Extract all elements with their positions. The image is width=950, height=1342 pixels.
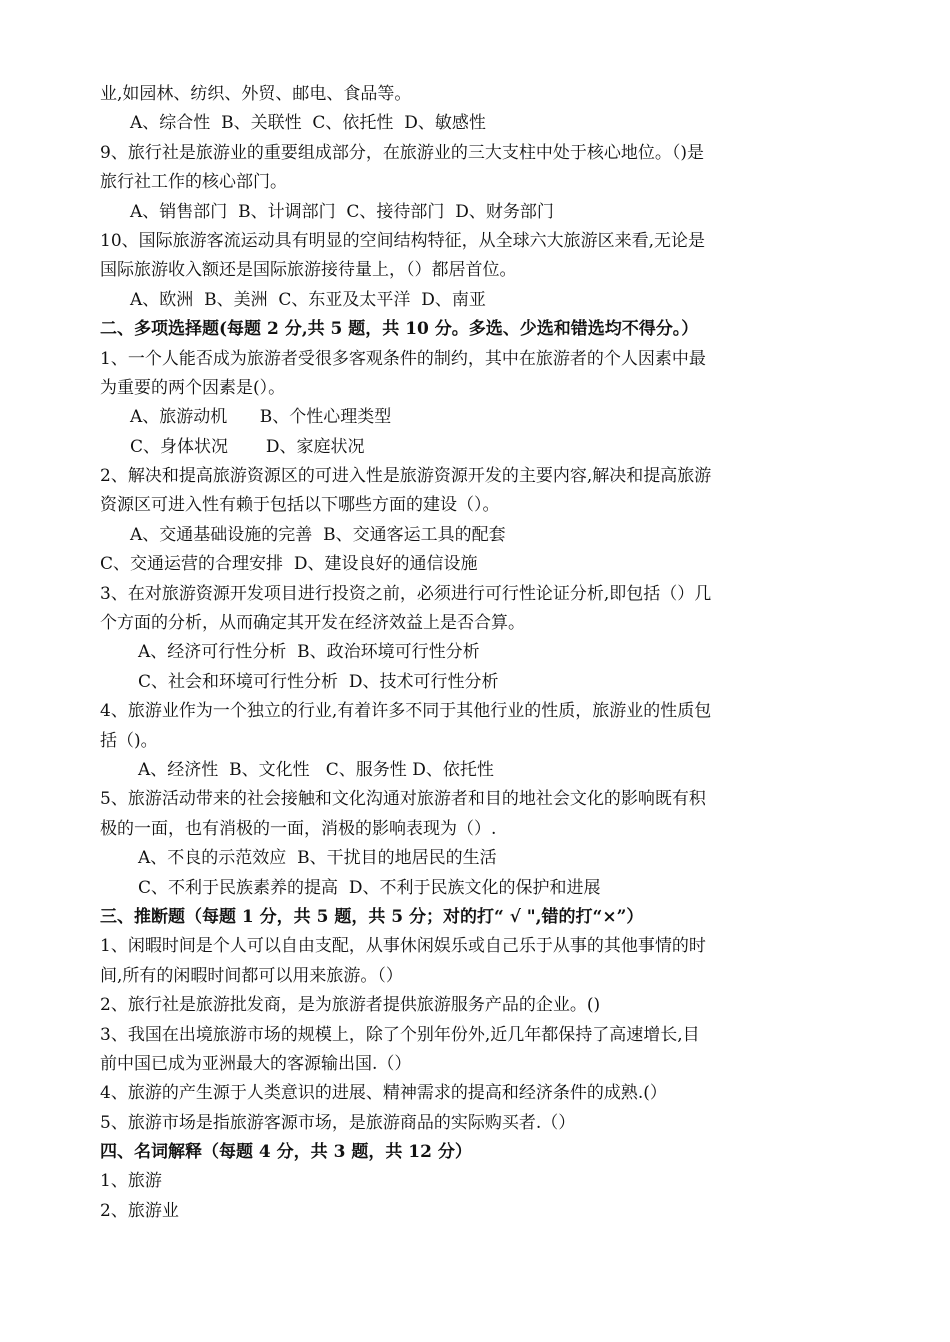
text-line: A、经济性 B、文化性 C、服务性 D、依托性 — [138, 759, 494, 780]
text-line: C、不利于民族素养的提高 D、不利于民族文化的保护和进展 — [138, 877, 601, 898]
text-line: A、旅游动机 B、个性心理类型 — [130, 407, 392, 428]
text-line: 间,所有的闲暇时间都可以用来旅游。（） — [100, 965, 403, 986]
text-line: 5、旅游活动带来的社会接触和文化沟通对旅游者和目的地社会文化的影响既有积 — [100, 789, 706, 810]
text-line: A、交通基础设施的完善 B、交通客运工具的配套 — [130, 524, 506, 545]
text-line: 1、闲暇时间是个人可以自由支配，从事休闲娱乐或自己乐于从事的其他事情的时 — [100, 936, 706, 957]
text-line: 旅行社工作的核心部门。 — [100, 172, 287, 193]
text-line: 9、旅行社是旅游业的重要组成部分，在旅游业的三大支柱中处于核心地位。（)是 — [100, 142, 704, 163]
text-line: 国际旅游收入额还是国际旅游接待量上，（）都居首位。 — [100, 260, 517, 281]
text-line: 2、旅行社是旅游批发商，是为旅游者提供旅游服务产品的企业。() — [100, 995, 601, 1016]
text-line: 2、解决和提高旅游资源区的可进入性是旅游资源开发的主要内容,解决和提高旅游 — [100, 466, 712, 487]
text-line: 10、国际旅游客流运动具有明显的空间结构特征，从全球六大旅游区来看,无论是 — [100, 230, 706, 251]
section-heading: 二、多项选择题(每题 2 分,共 5 题，共 10 分。多选、少选和错选均不得分。） — [100, 319, 699, 340]
text-line: 资源区可进入性有赖于包括以下哪些方面的建设（）。 — [100, 495, 500, 516]
text-line: 1、旅游 — [100, 1171, 162, 1192]
text-line: A、经济可行性分析 B、政治环境可行性分析 — [138, 642, 480, 663]
text-line: 前中国已成为亚洲最大的客源输出国.（） — [100, 1053, 412, 1074]
text-line: 1、一个人能否成为旅游者受很多客观条件的制约，其中在旅游者的个人因素中最 — [100, 348, 706, 369]
text-line: A、不良的示范效应 B、干扰目的地居民的生活 — [138, 848, 497, 869]
text-line: 3、在对旅游资源开发项目进行投资之前，必须进行可行性论证分析,即包括（）几 — [100, 583, 712, 604]
text-line: 2、旅游业 — [100, 1200, 179, 1221]
text-line: 极的一面，也有消极的一面，消极的影响表现为（）. — [100, 818, 497, 839]
text-line: A、销售部门 B、计调部门 C、接待部门 D、财务部门 — [130, 201, 554, 222]
text-line: C、交通运营的合理安排 D、建设良好的通信设施 — [100, 554, 478, 575]
document-page — [100, 80, 800, 1226]
section-heading: 三、推断题（每题 1 分，共 5 题，共 5 分；对的打“ √ ",错的打“×”） — [100, 906, 644, 927]
text-line: A、欧洲 B、美洲 C、东亚及太平洋 D、南亚 — [130, 289, 486, 310]
text-line: C、身体状况 D、家庭状况 — [130, 436, 365, 457]
text-line: C、社会和环境可行性分析 D、技术可行性分析 — [138, 671, 499, 692]
text-line: 4、旅游业作为一个独立的行业,有着许多不同于其他行业的性质，旅游业的性质包 — [100, 701, 712, 722]
text-line: 括（)。 — [100, 730, 158, 751]
text-line: 5、旅游市场是指旅游客源市场，是旅游商品的实际购买者.（） — [100, 1112, 576, 1133]
text-line: A、综合性 B、关联性 C、依托性 D、敏感性 — [130, 113, 486, 134]
text-line: 业,如园林、纺织、外贸、邮电、食品等。 — [100, 84, 412, 104]
section-heading: 四、名词解释（每题 4 分，共 3 题，共 12 分） — [100, 1142, 472, 1163]
text-line: 3、我国在出境旅游市场的规模上，除了个别年份外,近几年都保持了高速增长,目 — [100, 1024, 700, 1045]
text-line: 为重要的两个因素是(）。 — [100, 377, 286, 398]
text-line: 4、旅游的产生源于人类意识的进展、精神需求的提高和经济条件的成熟.(） — [100, 1083, 667, 1104]
text-line: 个方面的分析，从而确定其开发在经济效益上是否合算。 — [100, 613, 525, 634]
